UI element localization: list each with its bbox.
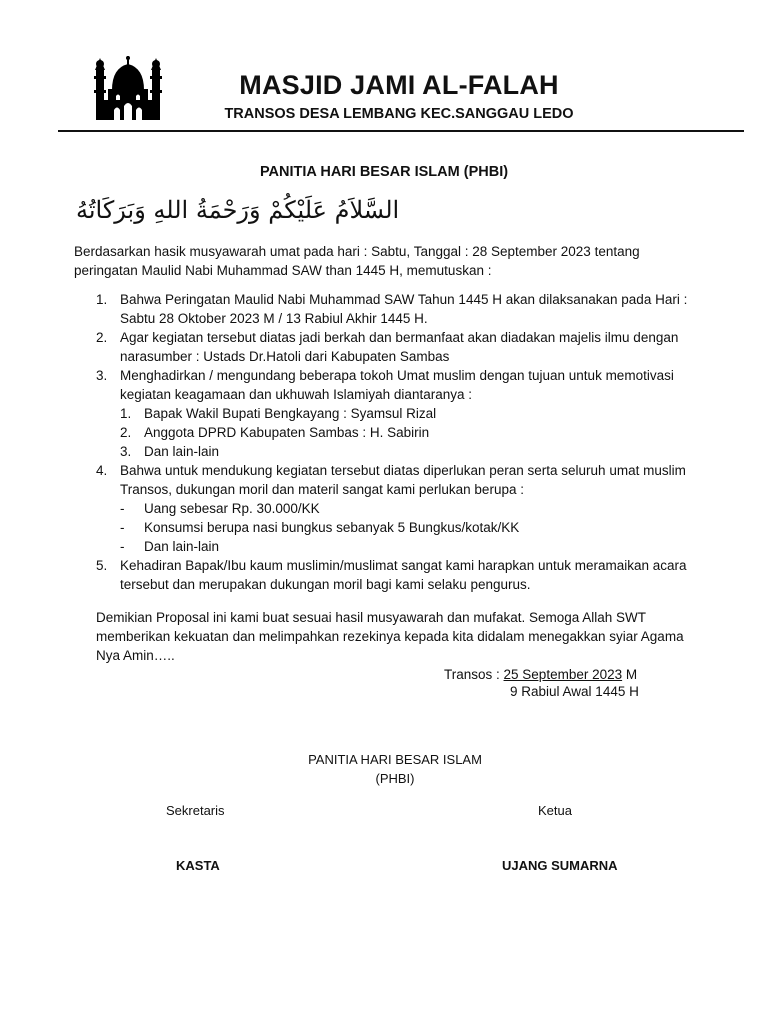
item-text: Menghadirkan / mengundang beberapa tokoh Umat muslim dengan tujuan untuk memotivasi kegiatan keagamaan dan ukhuwah Islamiyah diantaranya : bbox=[120, 368, 674, 402]
sub-text: Uang sebesar Rp. 30.000/KK bbox=[144, 501, 320, 516]
item-number: 4. bbox=[96, 463, 108, 478]
sub-marker: 2. bbox=[120, 425, 132, 440]
support-list bbox=[120, 499, 694, 556]
item-text: Kehadiran Bapak/Ibu kaum muslimin/muslimat sangat kami harapkan untuk meramaikan acara tersebut dan merupakan dukungan moril bagi kami selaku pengurus. bbox=[120, 558, 687, 592]
place-label: Transos : bbox=[444, 667, 504, 682]
sub-item bbox=[120, 518, 694, 537]
org-address: TRANSOS DESA LEMBANG KEC.SANGGAU LEDO bbox=[224, 106, 574, 122]
sub-text: Konsumsi berupa nasi bungkus sebanyak 5 Bungkus/kotak/KK bbox=[144, 520, 520, 535]
secretary-role: Sekretaris bbox=[166, 803, 225, 818]
list-item bbox=[74, 556, 694, 594]
arabic-greeting: السَّلاَمُ عَلَيْكُمْ وَرَحْمَةُ اللهِ وَبَرَكَاتُهُ bbox=[76, 196, 400, 224]
sub-item bbox=[120, 404, 694, 423]
sub-marker: - bbox=[120, 539, 125, 554]
list-item bbox=[74, 328, 694, 366]
sub-text: Anggota DPRD Kabupaten Sambas : H. Sabirin bbox=[144, 425, 430, 440]
item-text: Agar kegiatan tersebut diatas jadi berkah dan bermanfaat akan diadakan majelis ilmu dengan narasumber : Ustads Dr.Hatoli dari Kabupaten Sambas bbox=[120, 330, 679, 364]
signature-org-line: PANITIA HARI BESAR ISLAM bbox=[308, 752, 482, 767]
signature-org-line: (PHBI) bbox=[375, 771, 415, 786]
sub-marker: - bbox=[120, 520, 125, 535]
list-item bbox=[74, 461, 694, 556]
date-suffix: M bbox=[622, 667, 638, 682]
gregorian-date: 25 September 2023 bbox=[503, 667, 623, 682]
decision-list bbox=[74, 290, 694, 594]
chair-name: UJANG SUMARNA bbox=[502, 858, 618, 873]
sub-text: Dan lain-lain bbox=[144, 539, 220, 554]
sub-item bbox=[120, 537, 694, 556]
intro-paragraph: Berdasarkan hasik musyawarah umat pada hari : Sabtu, Tanggal : 28 September 2023 tentang peringatan Maulid Nabi Muhammad SAW than 1445 H, memutuskan : bbox=[74, 244, 640, 278]
org-title: MASJID JAMI AL-FALAH bbox=[239, 70, 559, 100]
item-text: Bahwa Peringatan Maulid Nabi Muhammad SAW Tahun 1445 H akan dilaksanakan pada Hari : Sabtu 28 Oktober 2023 M / 13 Rabiul Akhir 1445 H. bbox=[120, 292, 688, 326]
committee-title: PANITIA HARI BESAR ISLAM (PHBI) bbox=[259, 164, 509, 180]
sub-text: Dan lain-lain bbox=[144, 444, 220, 459]
closing-paragraph: Demikian Proposal ini kami buat sesuai hasil musyawarah dan mufakat. Semoga Allah SWT memberikan kekuatan dan melimpahkan rezekinya kepada kita didalam menegakkan syiar Agama Nya Amin….. bbox=[96, 610, 684, 663]
hijri-date: 9 Rabiul Awal 1445 H bbox=[510, 684, 639, 699]
place-date bbox=[444, 665, 637, 684]
secretary-name: KASTA bbox=[176, 858, 220, 873]
guest-list bbox=[120, 404, 694, 461]
sub-item bbox=[120, 499, 694, 518]
sub-marker: 3. bbox=[120, 444, 132, 459]
item-number: 3. bbox=[96, 368, 108, 383]
item-number: 5. bbox=[96, 558, 108, 573]
signature-org bbox=[0, 750, 768, 788]
list-item bbox=[74, 290, 694, 328]
list-item bbox=[74, 366, 694, 461]
sub-item bbox=[120, 423, 694, 442]
sub-marker: - bbox=[120, 501, 125, 516]
item-number: 1. bbox=[96, 292, 108, 307]
sub-text: Bapak Wakil Bupati Bengkayang : Syamsul Rizal bbox=[144, 406, 437, 421]
item-text: Bahwa untuk mendukung kegiatan tersebut diatas diperlukan peran serta seluruh umat muslim Transos, dukungan moril dan materil sangat kami perlukan berupa : bbox=[120, 463, 686, 497]
sub-item bbox=[120, 442, 694, 461]
chair-role: Ketua bbox=[538, 803, 572, 818]
header-divider bbox=[58, 130, 744, 132]
sub-marker: 1. bbox=[120, 406, 132, 421]
item-number: 2. bbox=[96, 330, 108, 345]
